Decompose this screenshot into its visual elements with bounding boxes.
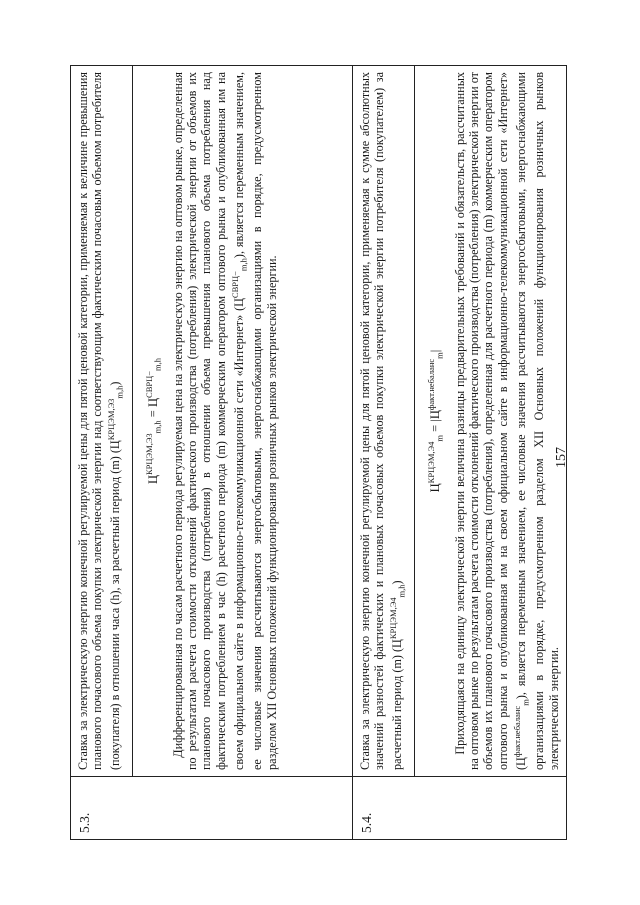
- body-text: [171, 72, 279, 770]
- row-body: [132, 66, 284, 776]
- row-heading: Ставка за электрическую энергию конечной регулируемой цены для пятой ценовой категории, применяемая к величине превышения планового почасового объема покупки электрической энергии над соответствующим фактическим почасовым объемом потребителя (покупателя) в отношении часа (h), за расчетный период (m) $(Ц^{КРЦЭМ,Э3}_{m,h})$: [76, 72, 125, 770]
- body-part-2: ), является переменным значением, ее числовые значения рассчитываются энергосбытовыми, энергоснабжающими организациями в порядке, предусмотренном разделом XII Основных положений функционирования розничных рынков электрической энергии.: [513, 72, 561, 770]
- heading-symbol-sup: КРЦЭМ,Э4: [388, 597, 399, 640]
- body-part-2: ), является переменным значением, ее числовые значения рассчитываются энергосбытовыми, энергоснабжающими организациями в порядке, предусмотренном разделом XII Основных положений функционирования розничных рынков электрической энергии.: [231, 72, 279, 770]
- formula-right-sup: СВРЦ−: [144, 370, 155, 398]
- heading-symbol-sub: m,h: [396, 584, 407, 598]
- row-content: [353, 66, 567, 777]
- row-content: [71, 66, 353, 777]
- row-number: 5.4.: [353, 777, 567, 840]
- formula-left-sup: КРЦЭМ,Э3: [144, 433, 155, 476]
- formula-right-sub: m: [434, 352, 445, 359]
- heading-symbol-sup: КРЦЭМ,Э3: [106, 398, 117, 441]
- formula-left-sup: КРЦЭМ,Э4: [426, 441, 437, 484]
- formula: $Ц^{КРЦЭМ,Э4}_m = |Ц^{факт.небаланс}_m|$: [426, 349, 445, 493]
- body-symbol-sup: СВРЦ−: [229, 271, 240, 299]
- heading-symbol-sub: m,h: [114, 385, 125, 399]
- body-text: [453, 72, 561, 770]
- table-row: [71, 66, 353, 840]
- formula-left-sub: m: [434, 434, 445, 442]
- row-number: 5.3.: [71, 777, 353, 840]
- heading-text: Ставка за электрическую энергию конечной регулируемой цены для пятой ценовой категории, применяемая к сумме абсолютных значений разностей фактических и плановых почасовых объемов покупки электрической энергии потребителя (покупателем) за расчетный период (m) (Ц: [358, 72, 405, 770]
- table-row: [353, 66, 567, 840]
- formula: $Ц^{КРЦЭМ,Э3}_{m,h} = Ц^{СВРЦ-}_{m,h}$: [144, 357, 163, 485]
- rotated-page: [70, 65, 572, 840]
- tariff-table: [70, 65, 567, 840]
- heading-text: Ставка за электрическую энергию конечной регулируемой цены для пятой ценовой категории, применяемая к величине превышения планового почасового объема покупки электрической энергии над соответствующим фактическим почасовым объемом потребителя (покупателя) в отношении часа (h), за расчетный период (m) (Ц: [76, 72, 123, 770]
- formula-right: Ц: [146, 397, 161, 407]
- body-symbol-sub: m,h: [238, 258, 249, 272]
- row-heading: Ставка за электрическую энергию конечной регулируемой цены для пятой ценовой категории, применяемая к сумме абсолютных значений разностей фактических и плановых почасовых объемов покупки электрической энергии потребителя (покупателем) за расчетный период (m) $(Ц^{КРЦЭМ,Э4}_{m,h})$: [358, 72, 407, 770]
- body-part-1: Приходящаяся на единицу электрической энергии величина разницы предварительных требований и обязательств, рассчитанных на оптовом рынке по результатам расчета стоимости отклонений фактического производства (потребления) электрической энергии от объемов их планового почасового производства (потребления), определенная для расчетного периода (m) коммерческим оператором оптового рынка и опубликованная им на своем официальном сайте в информационно-телекоммуникационной сети «Интернет» (Ц: [452, 72, 528, 770]
- formula-right: |Ц: [428, 410, 443, 422]
- body-symbol-sup: факт.небаланс: [511, 705, 522, 758]
- page-number: 157: [554, 447, 569, 468]
- formula-right-sub: m,h: [152, 357, 163, 371]
- body-part-1: Дифференцированная по часам расчетного периода регулируемая цена на электрическую энергию на оптовом рынке, определенная по результатам расчета стоимости отклонений фактического производства (потребления) электрической энергии от объемов их планового почасового производства (потребления) в отношении объема превышения планового объема потребления над фактическим потреблением в час (h) расчетного периода (m) коммерческим оператором оптового рынка и опубликованная им на своем официальном сайте в информационно-телекоммуникационной сети «Интернет» (Ц: [170, 72, 246, 770]
- row-body: [414, 66, 566, 776]
- formula-left: Ц: [428, 483, 443, 493]
- body-symbol-sub: m: [520, 699, 531, 706]
- formula-right-sup: факт.небаланс: [426, 358, 437, 411]
- formula-left: Ц: [146, 475, 161, 485]
- formula-left-sub: m,h: [152, 420, 163, 434]
